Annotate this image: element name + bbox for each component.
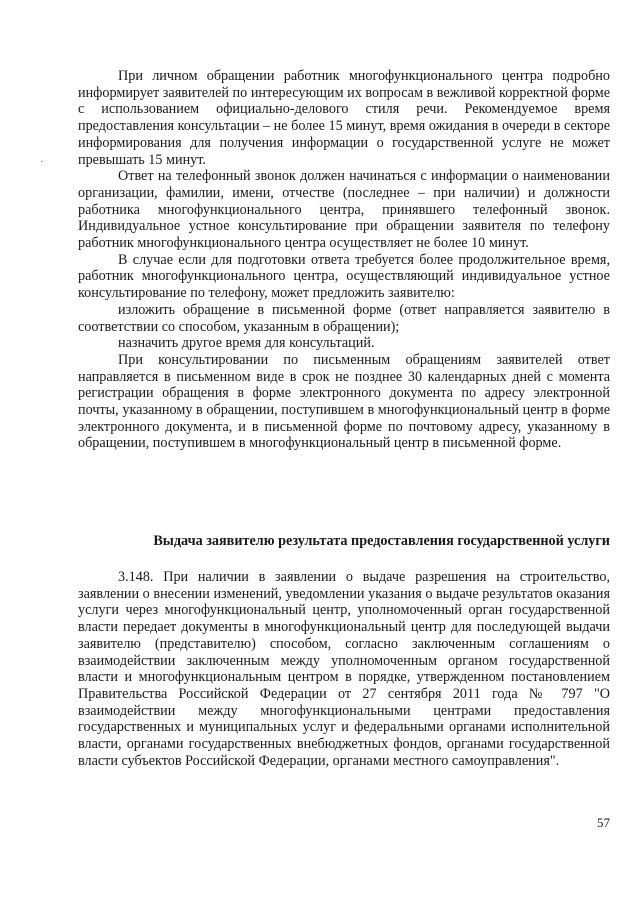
stray-mark: · [40,157,44,168]
result-issuance-text-block [78,569,610,769]
section-heading: Выдача заявителю результата предоставления государственной услуги [153,533,610,549]
paragraph-longer-answer: В случае если для подготовки ответа требуется более продолжительное время, работник многофункционального центра, осуществляющий индивидуальное устное консультирование по телефону, может предложить заявителю: [78,251,610,302]
paragraph-option-written: изложить обращение в письменной форме (ответ направляется заявителю в соответствии со способом, указанным в обращении); [78,301,610,335]
paragraph-written-requests: При консультировании по письменным обращениям заявителей ответ направляется в письменном виде в срок не позднее 30 календарных дней с момента регистрации обращения в форме электронного документа по адресу электронной почты, указанному в обращении, поступившем в многофункциональный центр в форме электронного документа, и в письменной форме по почтовому адресу, указанному в обращении, поступившем в многофункциональный центр в письменной форме. [78,351,610,452]
paragraph-option-reschedule: назначить другое время для консультаций. [118,335,375,352]
page-number: 57 [597,815,610,830]
paragraph-phone-call: Ответ на телефонный звонок должен начинаться с информации о наименовании организации, фамилии, имени, отчестве (последнее – при наличии) и должности работника многофункционального центра, принявшего телефонный звонок. Индивидуальное устное консультирование при обращении заявителя по телефону работник многофункционального центра осуществляет не более 10 минут. [78,168,610,252]
paragraph-personal-visit: При личном обращении работник многофункционального центра подробно информирует заявителей по интересующим их вопросам в вежливой корректной форме с использованием официально-делового стиля речи. Рекомендуемое время предоставления консультации – не более 15 минут, время ожидания в очереди в секторе информирования для получения информации о государственной услуге не может превышать 15 минут. [78,68,610,168]
paragraph-3-148: 3.148. При наличии в заявлении о выдаче разрешения на строительство, заявлении о внесении изменений, уведомлении указания о выдаче результатов оказания услуги через многофункциональный центр, уполномоченный орган государственной власти передает документы в многофункциональный центр для последующей выдачи заявителю (представителю) способом, согласно заключенным соглашениям о взаимодействии заключенным между уполномоченным органом государственной власти и многофункциональным центром в порядке, утвержденном постановлением Правительства Российской Федерации от 27 сентября 2011 года № 797 "О взаимодействии между многофункциональными центрами предоставления государственных и муниципальных услуг и федеральными органами исполнительной власти, органами государственных внебюджетных фондов, органами государственной власти субъектов Российской Федерации, органами местного самоуправления". [78,569,610,769]
consultation-text-block [78,68,610,452]
